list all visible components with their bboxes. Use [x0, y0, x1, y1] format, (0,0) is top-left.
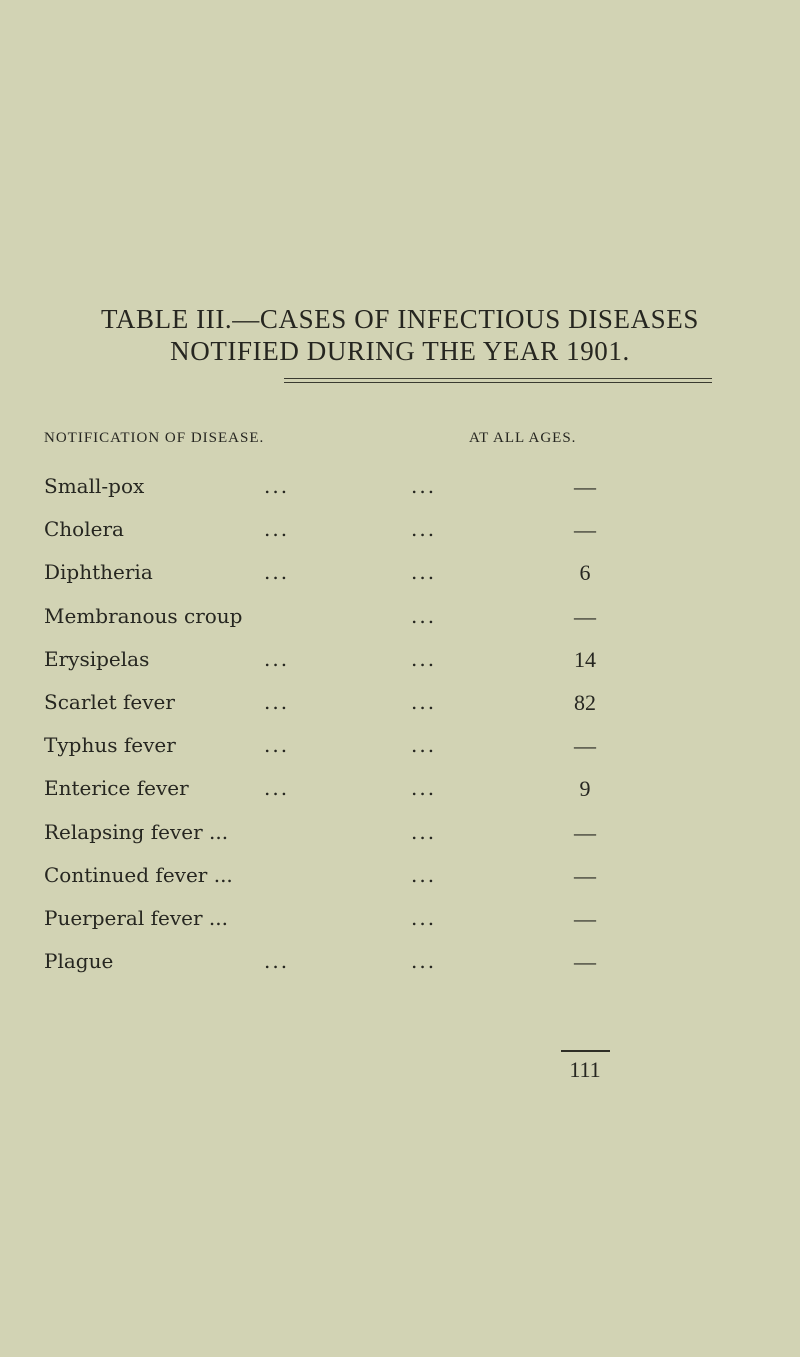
case-count: — — [574, 819, 596, 845]
leader-dots: ... — [411, 733, 437, 758]
case-count: 82 — [574, 689, 596, 715]
table-title-line-2: NOTIFIED DURING THE YEAR 1901. — [170, 336, 630, 366]
column-header-disease: NOTIFICATION OF DISEASE. — [44, 430, 265, 446]
table-row — [0, 820, 800, 863]
leader-dots: ... — [411, 689, 437, 714]
leader-dots: ... — [411, 517, 437, 542]
disease-name: Diphtheria — [44, 560, 153, 585]
case-count: 9 — [579, 776, 591, 802]
leader-dots: ... — [264, 776, 290, 801]
table-row — [0, 517, 800, 560]
title-double-rule-bottom — [284, 382, 712, 383]
leader-dots: ... — [264, 733, 290, 758]
table-row — [0, 690, 800, 733]
disease-name: Plague — [44, 949, 114, 974]
disease-name: Enterice fever — [44, 776, 189, 801]
case-count: 14 — [574, 646, 596, 672]
case-count: — — [574, 949, 596, 975]
disease-name: Cholera — [44, 517, 124, 542]
disease-name: Puerperal fever ... — [44, 905, 228, 930]
case-count: — — [574, 603, 596, 629]
disease-name: Scarlet fever — [44, 689, 175, 714]
table-title-line-1: TABLE III.—CASES OF INFECTIOUS DISEASES — [100, 304, 700, 334]
leader-dots: ... — [264, 689, 290, 714]
leader-dots: ... — [411, 560, 437, 585]
leader-dots: ... — [411, 862, 437, 887]
leader-dots: ... — [264, 560, 290, 585]
leader-dots: ... — [264, 517, 290, 542]
disease-name: Continued fever ... — [44, 862, 233, 887]
disease-table-body — [0, 474, 800, 992]
leader-dots: ... — [264, 949, 290, 974]
leader-dots: ... — [264, 646, 290, 671]
leader-dots: ... — [411, 949, 437, 974]
leader-dots: ... — [411, 905, 437, 930]
total-count: 111 — [569, 1057, 601, 1082]
case-count: — — [574, 474, 596, 499]
table-row — [0, 776, 800, 819]
leader-dots: ... — [411, 474, 437, 498]
table-row — [0, 474, 800, 517]
leader-dots: ... — [264, 474, 290, 498]
table-row — [0, 647, 800, 690]
case-count: 6 — [579, 560, 591, 586]
table-row — [0, 604, 800, 647]
case-count: — — [574, 517, 596, 543]
disease-name: Small-pox — [44, 474, 145, 498]
case-count: — — [574, 905, 596, 931]
title-double-rule-top — [284, 378, 712, 379]
table-row — [0, 560, 800, 603]
disease-name: Erysipelas — [44, 646, 150, 671]
disease-name: Membranous croup — [44, 603, 243, 628]
leader-dots: ... — [411, 646, 437, 671]
column-header-ages: AT ALL AGES. — [469, 430, 577, 446]
table-row — [0, 733, 800, 776]
table-row — [0, 863, 800, 906]
leader-dots: ... — [411, 776, 437, 801]
disease-name: Relapsing fever ... — [44, 819, 229, 844]
table-row — [0, 949, 800, 992]
case-count: — — [574, 862, 596, 888]
leader-dots: ... — [411, 603, 437, 628]
leader-dots: ... — [411, 819, 437, 844]
disease-name: Typhus fever — [44, 733, 176, 758]
case-count: — — [574, 733, 596, 759]
total-rule — [561, 1050, 610, 1052]
table-row — [0, 906, 800, 949]
